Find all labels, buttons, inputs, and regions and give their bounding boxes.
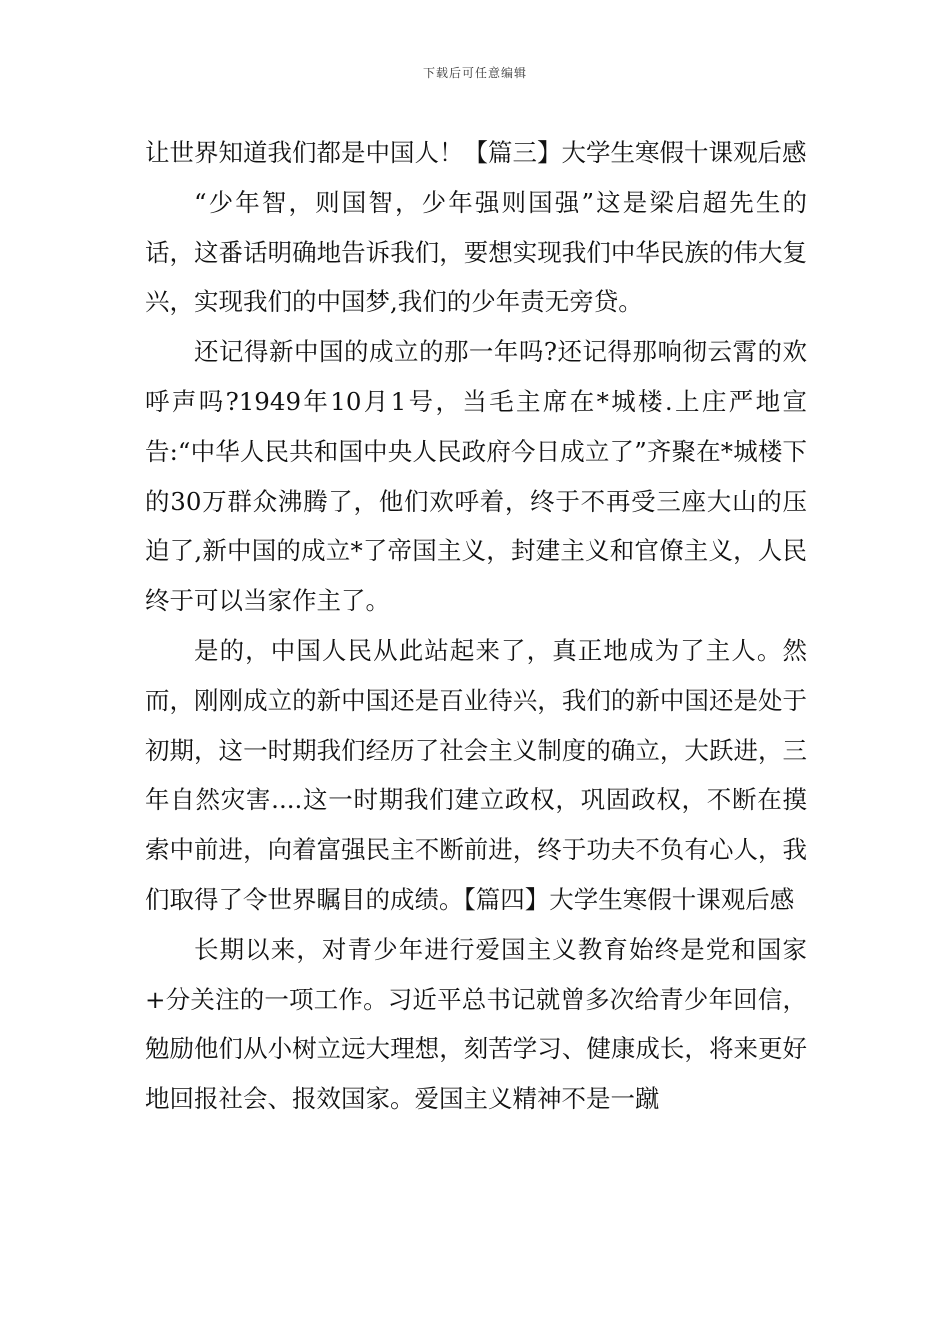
page-header: 下载后可任意编辑: [422, 66, 527, 80]
document-body: [145, 128, 807, 1124]
paragraph-1: 让世界知道我们都是中国人！【篇三】大学生寒假十课观后感: [145, 138, 807, 167]
paragraph-2: “少年智，则国智，少年强则国强”这是梁启超先生的话，这番话明确地告诉我们，要想实现我们中华民族的伟大复兴，实现我们的中国梦,我们的少年责无旁贷。: [145, 187, 807, 317]
paragraph-3: 还记得新中国的成立的那一年吗?还记得那响彻云霄的欢呼声吗?1949年10月1号，当毛主席在*城楼.上庄严地宣告:“中华人民共和国中央人民政府今日成立了”齐聚在*城楼下的30万群众沸腾了，他们欢呼着，终于不再受三座大山的压迫了,新中国的成立*了帝国主义，封建主义和官僚主义，人民终于可以当家作主了。: [145, 337, 807, 616]
paragraph-4: 是的，中国人民从此站起来了，真正地成为了主人。然而，刚刚成立的新中国还是百业待兴，我们的新中国还是处于初期，这一时期我们经历了社会主义制度的确立，大跃进，三年自然灾害....这一时期我们建立政权，巩固政权，不断在摸索中前进，向着富强民主不断前进，终于功夫不负有心人，我们取得了令世界瞩目的成绩。【篇四】大学生寒假十课观后感: [145, 635, 807, 914]
paragraph-5: 长期以来，对青少年进行爱国主义教育始终是党和国家+分关注的一项工作。习近平总书记就曾多次给青少年回信，勉励他们从小树立远大理想，刻苦学习、健康成长，将来更好地回报社会、报效国家。爱国主义精神不是一蹴: [145, 934, 807, 1114]
